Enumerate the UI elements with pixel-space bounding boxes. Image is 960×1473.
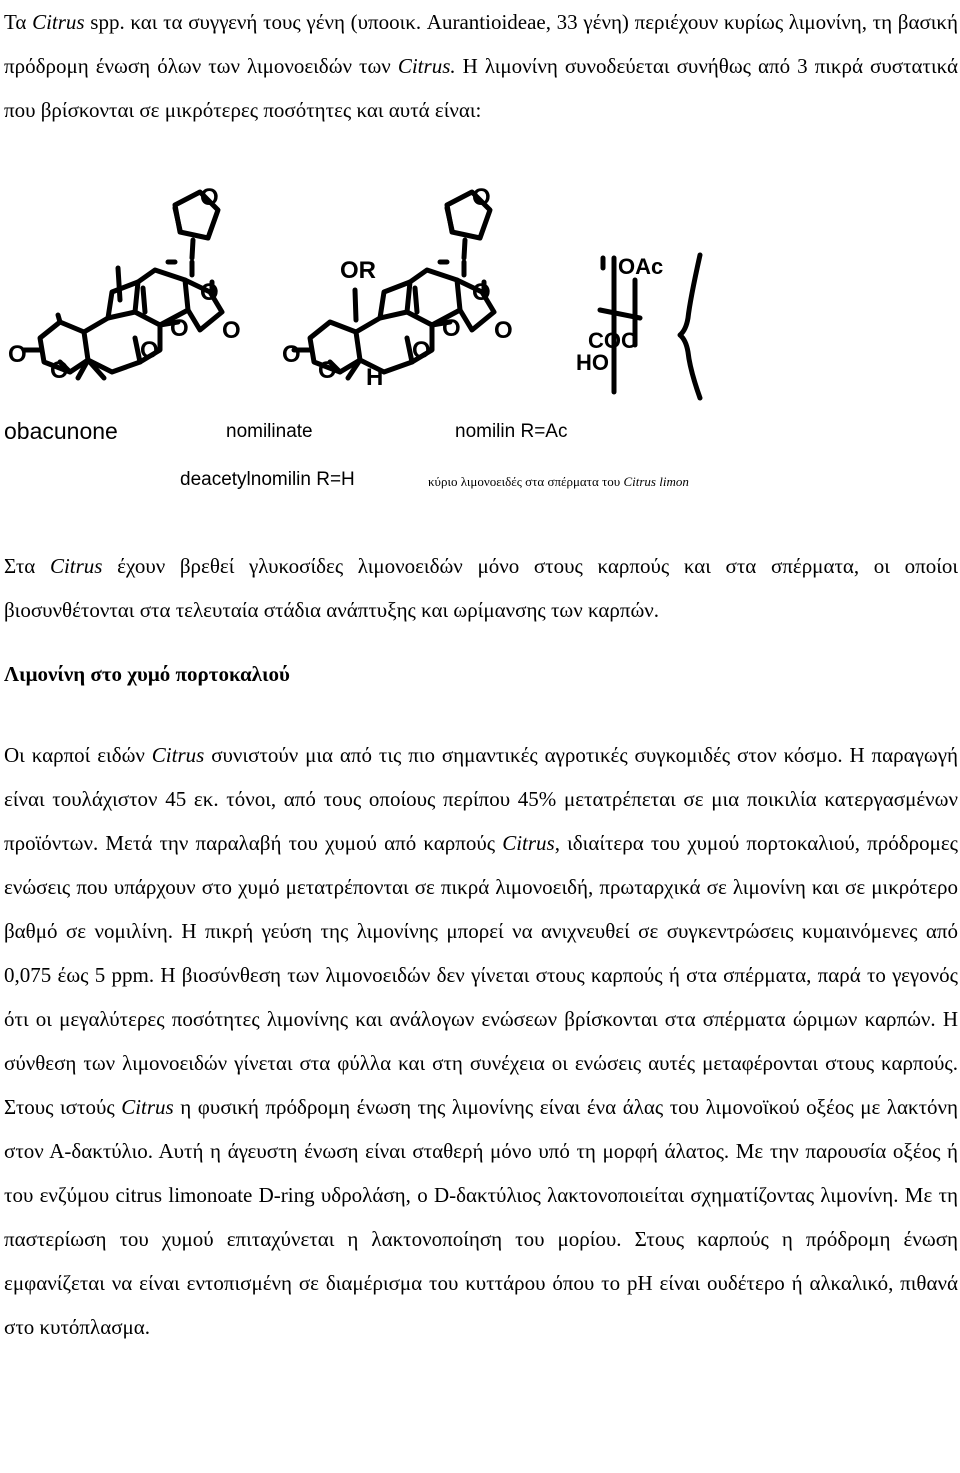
obacunone-a-ring-o: O <box>50 357 69 384</box>
nomilin-a-ring-o: O <box>318 357 337 384</box>
nomilin-furan-o: O <box>472 184 491 211</box>
caption-seed-italic: Citrus limon <box>623 474 689 489</box>
caption-obacunone: obacunone <box>4 418 118 444</box>
nomilin-a-ring-carbonyl-o: O <box>282 341 301 368</box>
body-text-1: Οι καρποί ειδών <box>4 743 152 767</box>
caption-seed-limonoid <box>428 474 689 490</box>
body-text-3: , ιδιαίτερα του χυμού πορτοκαλιού, πρόδρομες ενώσεις που υπάρχουν στο χυμό μετατρέπονται σε πικρά λιμονοειδή, πρωταρχικά σε λιμονίνη και σε μικρότερο βαθμό σε νομιλίνη. Η πικρή γεύση της λιμονίνης μπορεί να ανιχνευθεί σε συγκεντρώσεις κυμαινόμενες από 0,075 έως 5 ppm. Η βιοσύνθεση των λιμονοειδών δεν γίνεται στους καρπούς ή στα σπέρματα, παρά το γεγονός ότι οι μεγαλύτερες ποσότητες λιμονίνης και ανάλογων ενώσεων βρίσκονται στα σπέρματα ώριμων καρπών. Η σύνθεση των λιμονοειδών γίνεται στα φύλλα και στη συνέχεια οι ενώσεις αυτές μεταφέρονται στους καρπούς. Στους ιστούς <box>4 831 959 1119</box>
section-heading: Λιμονίνη στο χυμό πορτοκαλιού <box>4 662 290 686</box>
glycosides-paragraph <box>4 544 958 632</box>
obacunone-b-ring-o: O <box>140 337 159 364</box>
intro-paragraph <box>4 0 958 132</box>
intro-text-2: spp. και τα συγγενή τους γένη (υποοικ. Aurantioideae, 33 γένη) περιέχουν κυρίως λιμονίνη, τη βασική πρόδρομη ένωση όλων των λιμονοειδών των <box>4 10 958 78</box>
obacunone-lactone-o: O <box>200 279 219 306</box>
caption-deacetylnomilin: deacetylnomilin R=H <box>180 469 355 490</box>
body-text-2: συνιστούν μια από τις πιο σημαντικές αγροτικές συγκομιδές στον κόσμο. Η παραγωγή είναι τουλάχιστον 45 εκ. τόνοι, από τους οποίους περίπου 45% μετατρέπεται σε μια ποικιλία κατεργασμένων προϊόντων. Μετά την παραλαβή του χυμού από καρπούς <box>4 743 958 855</box>
body-text-4: η φυσική πρόδρομη ένωση της λιμονίνης είναι ένα άλας του λιμονοϊκού οξέος με λακτόνη στον Α-δακτύλιο. Αυτή η άγευστη ένωση είναι σταθερή μόνο υπό τη μορφή άλατος. Με την παρουσία οξέος ή του ενζύμου citrus limonoate D-ring υδρολάση, ο D-δακτύλιος λακτονοποιείται σχηματίζοντας λιμονίνη. Με τη παστερίωση του χυμού επιταχύνεται η λακτονοποίηση του μορίου. Στους καρπούς η πρόδρομη ένωση εμφανίζεται να είναι εντοπισμένη σε διαμέρισμα του κυττάρου όπου το pH είναι ουδέτερο ή αλκαλικό, πιθανά στο κυτόπλασμα. <box>4 1095 958 1339</box>
nomilin-carbonyl-o: O <box>494 317 513 344</box>
nomilin-b-ring-o: O <box>412 337 431 364</box>
nomilin-lactone-o: O <box>472 279 491 306</box>
nomilin-epoxide-o: O <box>442 315 461 342</box>
glyco-italic-citrus: Citrus <box>49 554 103 578</box>
seed-oac-label: OAc <box>618 254 664 279</box>
glyco-text-1: Στα <box>4 554 50 578</box>
intro-italic-citrus: Citrus <box>32 10 85 34</box>
body-paragraph <box>4 733 958 1349</box>
obacunone-furan-o: O <box>200 184 219 211</box>
caption-seed-text: κύριο λιμονοειδές στα σπέρματα του <box>428 474 624 489</box>
seed-coo-label: COO <box>588 328 639 353</box>
body-italic-citrus-3: Citrus <box>121 1095 174 1119</box>
intro-text-3: Η λιμονίνη συνοδεύεται συνήθως από 3 πικρά συστατικά που βρίσκονται σε μικρότερες ποσότητες και αυτά είναι: <box>4 54 958 122</box>
nomilin-h-label: H <box>366 364 384 391</box>
glyco-text-2: έχουν βρεθεί γλυκοσίδες λιμονοειδών μόνο στους καρπούς και στα σπέρματα, οι οποίοι βιοσυνθέτονται στα τελευταία στάδια ανάπτυξης και ωρίμανσης των καρπών. <box>4 554 958 622</box>
obacunone-epoxide-o: O <box>170 315 189 342</box>
seed-ho-label: HO <box>576 350 609 375</box>
nomilin-or-label: OR <box>340 257 376 284</box>
intro-text-1: Τα <box>4 10 33 34</box>
obacunone-a-ring-carbonyl-o: O <box>8 341 27 368</box>
caption-nomilinate: nomilinate <box>226 421 313 442</box>
intro-italic-citrus-2: Citrus. <box>397 54 456 78</box>
limonoid-structures-figure <box>0 180 960 410</box>
body-italic-citrus-1: Citrus <box>151 743 205 767</box>
obacunone-structure <box>24 192 222 378</box>
obacunone-carbonyl-o: O <box>222 317 241 344</box>
body-italic-citrus-2: Citrus <box>502 831 555 855</box>
caption-nomilin: nomilin R=Ac <box>455 421 568 442</box>
nomilin-structure <box>294 192 494 378</box>
